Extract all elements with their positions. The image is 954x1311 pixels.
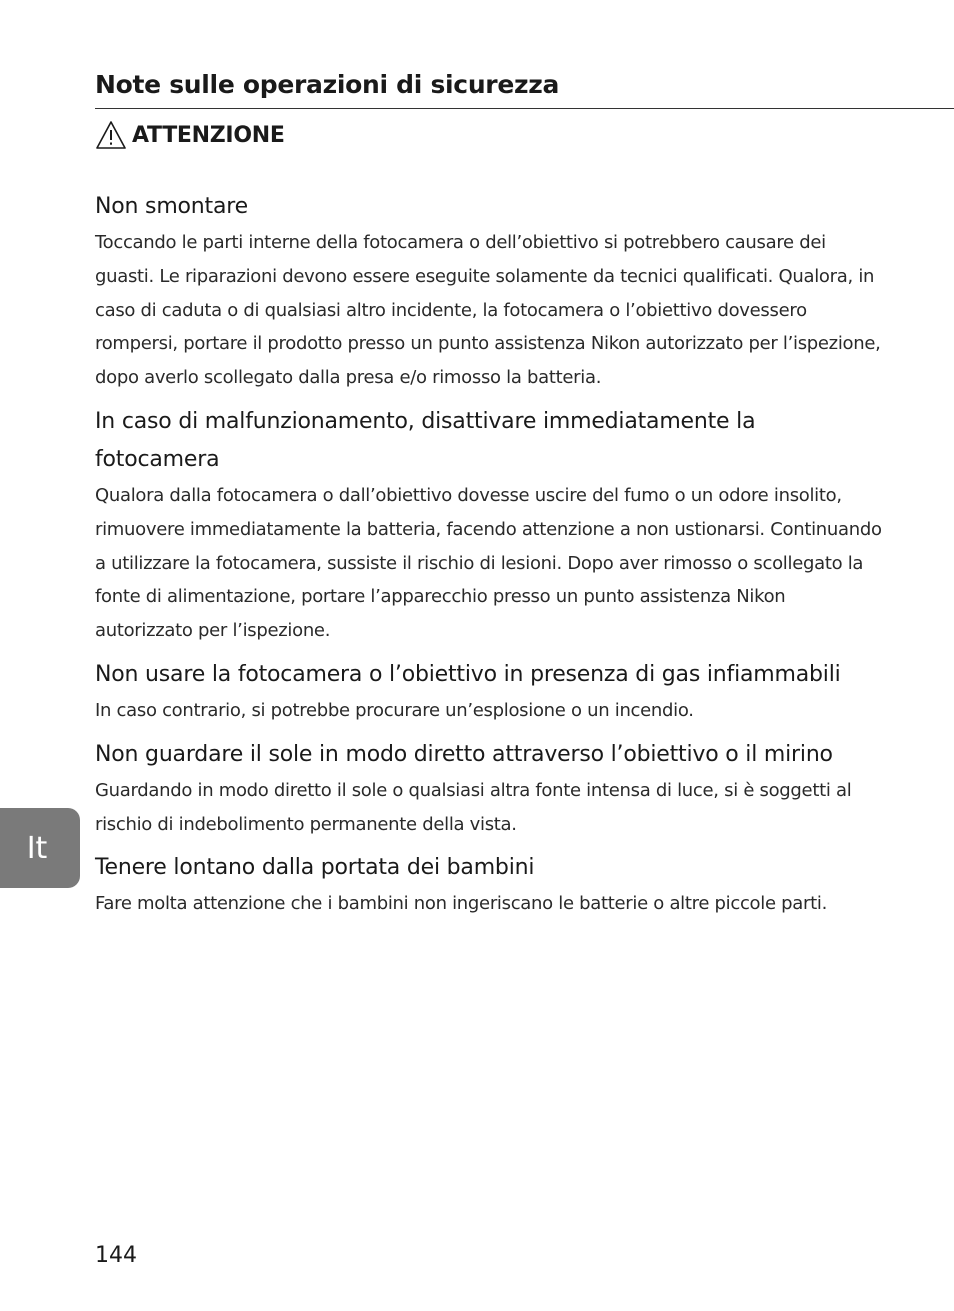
section-heading: In caso di malfunzionamento, disattivare immediatamente la fotocamera bbox=[95, 408, 756, 472]
warning-label: ATTENZIONE bbox=[132, 122, 285, 148]
section-body: Fare molta attenzione che i bambini non ingeriscano le batterie o altre piccole parti. bbox=[95, 893, 827, 915]
section-heading: Non usare la fotocamera o l’obiettivo in presenza di gas infiammabili bbox=[95, 661, 841, 687]
section-body: Qualora dalla fotocamera o dall’obiettivo dovesse uscire del fumo o un odore insolito, rimuovere immediatamente la batteria, facendo attenzione a non ustionarsi. Continuando a utilizzare la fotocamera, sussiste il rischio di lesioni. Dopo aver rimosso o scollegato la fonte di alimentazione, portare l’apparecchio presso un punto assistenza Nikon autorizzato per l’ispezione. bbox=[95, 484, 882, 642]
section-disassembly bbox=[95, 188, 885, 395]
section-children bbox=[95, 849, 885, 921]
page-number: 144 bbox=[95, 1243, 137, 1268]
language-tab: It bbox=[0, 808, 80, 888]
section-heading: Tenere lontano dalla portata dei bambini bbox=[95, 855, 535, 881]
section-sun bbox=[95, 736, 885, 842]
section-malfunction bbox=[95, 403, 885, 648]
section-flammable-gas bbox=[95, 656, 885, 728]
section-body: Guardando in modo diretto il sole o qualsiasi altra fonte intensa di luce, si è soggetti al rischio di indebolimento permanente della vista. bbox=[95, 779, 852, 835]
warning-triangle-icon bbox=[95, 120, 127, 150]
page-title: Note sulle operazioni di sicurezza bbox=[95, 70, 560, 99]
section-heading: Non guardare il sole in modo diretto attraverso l’obiettivo o il mirino bbox=[95, 741, 833, 767]
warning-heading bbox=[95, 120, 285, 150]
section-body: Toccando le parti interne della fotocamera o dell’obiettivo si potrebbero causare dei guasti. Le riparazioni devono essere eseguite solamente da tecnici qualificati. Qualora, in caso di caduta o di qualsiasi altro incidente, la fotocamera o l’obiettivo dovessero rompersi, portare il prodotto presso un punto assistenza Nikon autorizzato per l’ispezione, dopo averlo scollegato dalla presa e/o rimosso la batteria. bbox=[95, 232, 881, 389]
title-divider bbox=[95, 108, 954, 109]
section-body: In caso contrario, si potrebbe procurare un’esplosione o un incendio. bbox=[95, 699, 694, 721]
safety-content bbox=[95, 188, 885, 929]
section-heading: Non smontare bbox=[95, 194, 248, 219]
